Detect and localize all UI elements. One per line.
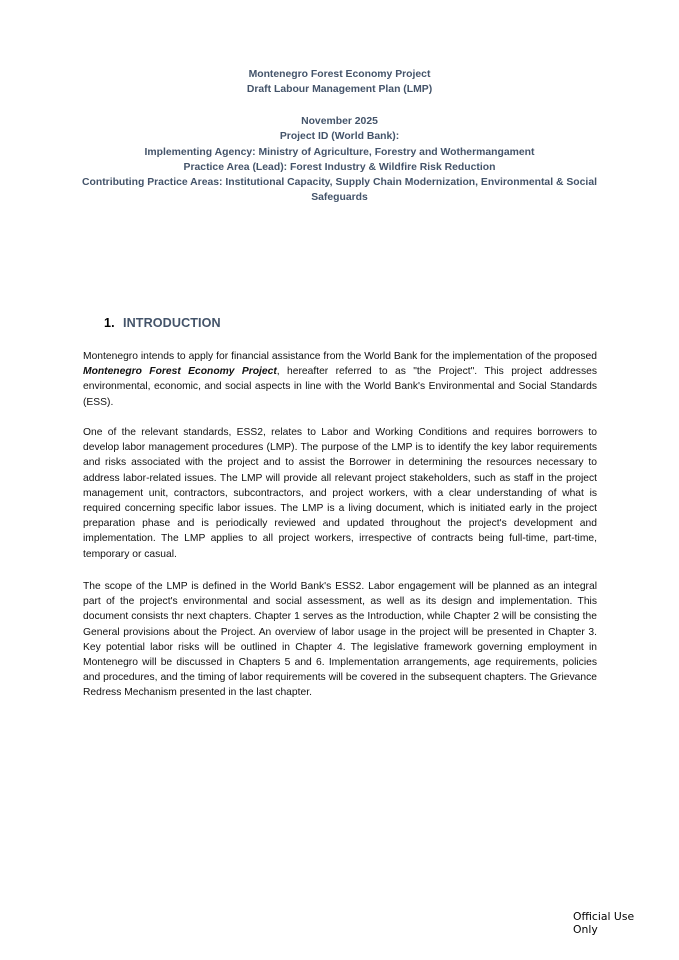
section-heading-introduction — [104, 316, 221, 330]
document-title: Montenegro Forest Economy Project — [248, 69, 431, 80]
classification-line-2: Only — [573, 923, 598, 936]
document-title-block — [60, 67, 619, 98]
classification-line-1: Official Use — [573, 910, 635, 923]
contributing-practice-areas: Contributing Practice Areas: Institutional Capacity, Supply Chain Modernization, Environmental & Social Safeguards — [82, 177, 597, 204]
paragraph-2: One of the relevant standards, ESS2, relates to Labor and Working Conditions and requires borrowers to develop labor management procedures (LMP). The purpose of the LMP is to identify the key labor requirements and risks associated with the project and to assist the Borrower in determining the resources necessary to address labor-related issues. The LMP will provide all relevant project stakeholders, such as staff in the project management unit, contractors, subcontractors, and project workers, with a clear understanding of what is required concerning specific labor issues. The LMP is a living document, which is initiated early in the project preparation phase and is periodically reviewed and updated throughout the project's development and implementation. The LMP applies to all project workers, irrespective of contracts being full-time, part-time, temporary or casual. — [83, 427, 597, 560]
implementing-agency: Implementing Agency: Ministry of Agriculture, Forestry and Wothermangament — [144, 146, 535, 158]
paragraph-1-rest: , hereafter referred to as "the Project". This project addresses environmental, economic, and social aspects in line with the World Bank's Environmental and Social Standards (ESS). — [83, 366, 597, 408]
document-date: November 2025 — [301, 116, 378, 127]
paragraph-1 — [83, 349, 597, 410]
classification-label — [573, 910, 634, 936]
practice-area: Practice Area (Lead): Forest Industry & Wildfire Risk Reduction — [183, 161, 496, 173]
document-meta-block — [60, 114, 619, 206]
section-title: INTRODUCTION — [123, 316, 221, 330]
project-id: Project ID (World Bank): — [279, 131, 400, 143]
paragraph-1-intro: Montenegro intends to apply for financial assistance from the World Bank for the implementation of the proposed — [83, 351, 597, 362]
project-name-emphasis: Montenegro Forest Economy Project — [83, 366, 277, 378]
document-subtitle: Draft Labour Management Plan (LMP) — [246, 84, 433, 96]
section-number: 1. — [104, 316, 115, 330]
paragraph-3: The scope of the LMP is defined in the World Bank's ESS2. Labor engagement will be planned as an integral part of the project's environmental and social assessment, as well as its design and implementation. This document consists thr next chapters. Chapter 1 serves as the Introduction, while Chapter 2 will be consisting the General provisions about the Project. An overview of labor usage in the project will be presented in Chapter 3. Key potential labor risks will be outlined in Chapter 4. The legislative framework governing employment in Montenegro will be discussed in Chapters 5 and 6. Implementation arrangements, age requirements, policies and procedures, and the timing of labor requirements will be covered in the subsequent chapters. The Grievance Redress Mechanism presented in the last chapter. — [83, 581, 597, 699]
